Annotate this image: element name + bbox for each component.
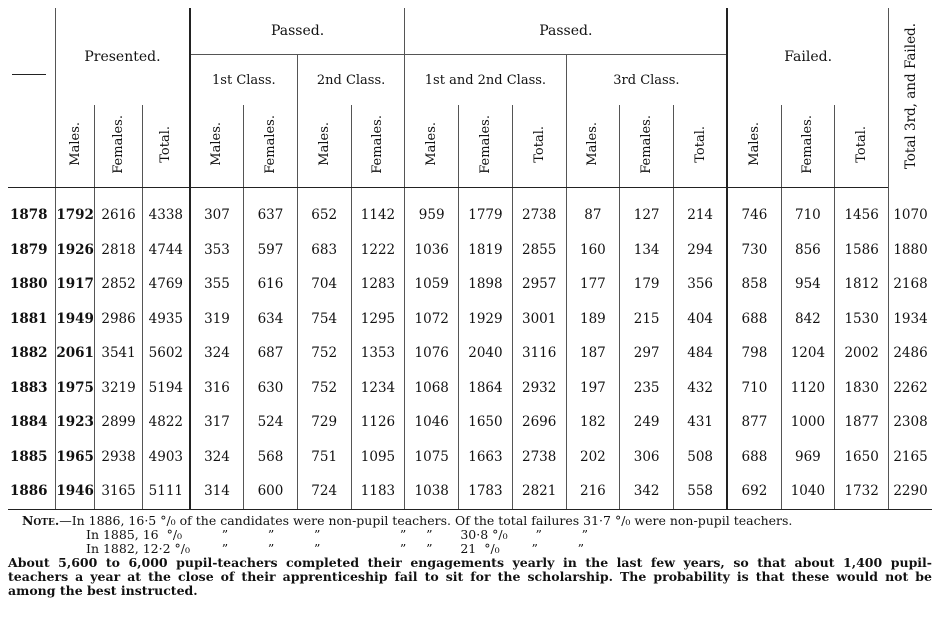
table-cell: 842 [781, 302, 835, 337]
col-failed-males: Males. [727, 105, 781, 188]
table-cell: 2486 [889, 336, 933, 371]
table-row [8, 474, 932, 509]
table-cell: 404 [674, 302, 728, 337]
table-cell: 324 [190, 440, 244, 475]
year-cell: 1882 [10, 345, 48, 362]
table-cell: 1877 [835, 405, 889, 440]
table-cell: 87 [566, 198, 620, 233]
table-cell: 317 [190, 405, 244, 440]
table-cell: 1864 [459, 371, 513, 406]
table-cell: 1070 [889, 198, 933, 233]
table-cell: 1059 [405, 267, 459, 302]
table-cell: 1000 [781, 405, 835, 440]
table-cell: 3541 [95, 336, 143, 371]
table-cell: 2899 [95, 405, 143, 440]
note-line-2: In 1885, 16 °/₀ ” ” ” ” ” 30·8 °/₀ ” ” [86, 527, 588, 542]
table-cell: 3001 [512, 302, 566, 337]
table-cell: 484 [674, 336, 728, 371]
table-cell: 1530 [835, 302, 889, 337]
table-cell: 177 [566, 267, 620, 302]
table-cell: 1040 [781, 474, 835, 509]
table-cell: 2290 [889, 474, 933, 509]
table-cell: 4338 [142, 198, 190, 233]
table-cell: 630 [244, 371, 298, 406]
table-cell: 4903 [142, 440, 190, 475]
col-fs-females: Females. [459, 105, 513, 188]
table-cell: 751 [297, 440, 351, 475]
table-cell: 954 [781, 267, 835, 302]
table-cell: 189 [566, 302, 620, 337]
table-cell: 637 [244, 198, 298, 233]
table-cell: 2738 [512, 440, 566, 475]
table-cell: 1183 [351, 474, 405, 509]
table-cell: 319 [190, 302, 244, 337]
table-cell: 1929 [459, 302, 513, 337]
second-class-header: 2nd Class. [297, 55, 405, 106]
table-cell: 724 [297, 474, 351, 509]
table-cell: 1946 [56, 474, 95, 509]
table-cell: 1812 [835, 267, 889, 302]
table-cell: 1076 [405, 336, 459, 371]
col-third-females: Females. [620, 105, 674, 188]
table-cell: 1295 [351, 302, 405, 337]
table-body [8, 188, 932, 199]
col-second-males: Males. [297, 105, 351, 188]
table-cell: 688 [727, 440, 781, 475]
year-cell: 1880 [10, 276, 48, 293]
table-cell: 1142 [351, 198, 405, 233]
passed-header-a: Passed. [190, 8, 405, 55]
col-failed-females: Females. [781, 105, 835, 188]
table-cell: 355 [190, 267, 244, 302]
table-cell: 3219 [95, 371, 143, 406]
table-cell: 297 [620, 336, 674, 371]
table-cell: 710 [727, 371, 781, 406]
table-cell: 1779 [459, 198, 513, 233]
table-cell: 356 [674, 267, 728, 302]
table-cell: 4822 [142, 405, 190, 440]
table-cell: 798 [727, 336, 781, 371]
year-cell: 1878 [10, 207, 48, 224]
table-cell: 877 [727, 405, 781, 440]
table-row [8, 371, 932, 406]
table-cell: 600 [244, 474, 298, 509]
first-class-header: 1st Class. [190, 55, 297, 106]
presented-header: Presented. [56, 8, 190, 105]
table-cell: 3165 [95, 474, 143, 509]
col-fs-males: Males. [405, 105, 459, 188]
table-cell: 2986 [95, 302, 143, 337]
statistics-table [8, 8, 932, 510]
table-cell: 752 [297, 336, 351, 371]
table-cell: 2855 [512, 233, 566, 268]
table-row [8, 267, 932, 302]
table-cell: 746 [727, 198, 781, 233]
table-cell: 2168 [889, 267, 933, 302]
table-cell: 127 [620, 198, 674, 233]
table-row [8, 233, 932, 268]
table-cell: 216 [566, 474, 620, 509]
table-cell: 2696 [512, 405, 566, 440]
table-cell: 856 [781, 233, 835, 268]
table-cell: 1586 [835, 233, 889, 268]
table-cell: 1783 [459, 474, 513, 509]
table-cell: 1934 [889, 302, 933, 337]
table-cell: 683 [297, 233, 351, 268]
table-cell: 2738 [512, 198, 566, 233]
data-rows [8, 198, 932, 509]
note-line-1: Note.—In 1886, 16·5 °/₀ of the candidates were non-pupil teachers. Of the total failures 31·7 °/₀ were non-pupil teachers. [22, 513, 793, 528]
table-cell: 353 [190, 233, 244, 268]
table-cell: 1120 [781, 371, 835, 406]
year-column-header [8, 105, 56, 188]
table-cell: 182 [566, 405, 620, 440]
col-presented-total: Total. [142, 105, 190, 188]
table-cell: 2308 [889, 405, 933, 440]
table-cell: 4935 [142, 302, 190, 337]
col-presented-males: Males. [56, 105, 95, 188]
table-cell: 597 [244, 233, 298, 268]
table-cell: 754 [297, 302, 351, 337]
table-cell: 1204 [781, 336, 835, 371]
total-header: Total 3rd, and Failed. [889, 8, 933, 188]
note-paragraph-1: About 5,600 to 6,000 pupil-teachers completed their engagements yearly in the last few years, so that about 1,400 pupil- [8, 555, 932, 570]
table-cell: 688 [727, 302, 781, 337]
col-second-females: Females. [351, 105, 405, 188]
table-cell: 2818 [95, 233, 143, 268]
table-cell: 969 [781, 440, 835, 475]
table-cell: 729 [297, 405, 351, 440]
table-cell: 1830 [835, 371, 889, 406]
table-cell: 1353 [351, 336, 405, 371]
table-cell: 202 [566, 440, 620, 475]
note-line-3: In 1882, 12·2 °/₀ ” ” ” ” ” 21 °/₀ ” ” [86, 541, 584, 556]
table-cell: 652 [297, 198, 351, 233]
table-cell: 5194 [142, 371, 190, 406]
table-cell: 1072 [405, 302, 459, 337]
footnote [8, 514, 932, 598]
table-cell: 294 [674, 233, 728, 268]
table-cell: 687 [244, 336, 298, 371]
table-cell: 235 [620, 371, 674, 406]
table-cell: 1650 [835, 440, 889, 475]
table-cell: 730 [727, 233, 781, 268]
table-cell: 3116 [512, 336, 566, 371]
table-cell: 1068 [405, 371, 459, 406]
table-cell: 634 [244, 302, 298, 337]
table-cell: 1965 [56, 440, 95, 475]
table-cell: 324 [190, 336, 244, 371]
col-presented-females: Females. [95, 105, 143, 188]
table-cell: 249 [620, 405, 674, 440]
table-cell: 2165 [889, 440, 933, 475]
first-second-class-header: 1st and 2nd Class. [405, 55, 566, 106]
table-cell: 1917 [56, 267, 95, 302]
table-cell: 1880 [889, 233, 933, 268]
table-cell: 1456 [835, 198, 889, 233]
table-cell: 1283 [351, 267, 405, 302]
table-cell: 616 [244, 267, 298, 302]
col-third-males: Males. [566, 105, 620, 188]
col-first-males: Males. [190, 105, 244, 188]
table-cell: 1792 [56, 198, 95, 233]
table-cell: 1222 [351, 233, 405, 268]
table-cell: 197 [566, 371, 620, 406]
table-cell: 4744 [142, 233, 190, 268]
table-row [8, 405, 932, 440]
table-cell: 1898 [459, 267, 513, 302]
table-cell: 2821 [512, 474, 566, 509]
table-cell: 314 [190, 474, 244, 509]
table-cell: 1923 [56, 405, 95, 440]
table-cell: 432 [674, 371, 728, 406]
table-cell: 214 [674, 198, 728, 233]
col-fs-total: Total. [512, 105, 566, 188]
table-cell: 306 [620, 440, 674, 475]
year-cell: 1885 [10, 448, 48, 465]
table-cell: 2957 [512, 267, 566, 302]
year-cell: 1883 [10, 379, 48, 396]
table-cell: 316 [190, 371, 244, 406]
table-cell: 710 [781, 198, 835, 233]
table-cell: 1234 [351, 371, 405, 406]
table-cell: 431 [674, 405, 728, 440]
table-cell: 1126 [351, 405, 405, 440]
table-cell: 1949 [56, 302, 95, 337]
passed-header-b: Passed. [405, 8, 727, 55]
third-class-header: 3rd Class. [566, 55, 727, 106]
table-cell: 5111 [142, 474, 190, 509]
table-cell: 959 [405, 198, 459, 233]
year-cell: 1879 [10, 241, 48, 258]
col-third-total: Total. [674, 105, 728, 188]
table-cell: 1732 [835, 474, 889, 509]
year-cell: 1884 [10, 414, 48, 431]
table-cell: 5602 [142, 336, 190, 371]
table-cell: 4769 [142, 267, 190, 302]
table-row [8, 302, 932, 337]
table-cell: 2262 [889, 371, 933, 406]
table-cell: 187 [566, 336, 620, 371]
table-cell: 1036 [405, 233, 459, 268]
failed-header: Failed. [727, 8, 888, 105]
table-cell: 2002 [835, 336, 889, 371]
year-cell: 1886 [8, 474, 56, 509]
table-cell: 692 [727, 474, 781, 509]
col-failed-total: Total. [835, 105, 889, 188]
table-cell: 2932 [512, 371, 566, 406]
table-cell: 215 [620, 302, 674, 337]
note-paragraph-3: among the best instructed. [8, 583, 198, 598]
table-cell: 307 [190, 198, 244, 233]
table-cell: 508 [674, 440, 728, 475]
table-cell: 704 [297, 267, 351, 302]
col-first-females: Females. [244, 105, 298, 188]
table-row [8, 440, 932, 475]
table-cell: 568 [244, 440, 298, 475]
table-cell: 2616 [95, 198, 143, 233]
table-row [8, 336, 932, 371]
table-cell: 1650 [459, 405, 513, 440]
table-cell: 858 [727, 267, 781, 302]
table-cell: 1926 [56, 233, 95, 268]
table-cell: 1095 [351, 440, 405, 475]
table-cell: 1975 [56, 371, 95, 406]
table-cell: 752 [297, 371, 351, 406]
table-cell: 2061 [56, 336, 95, 371]
table-cell: 2852 [95, 267, 143, 302]
table-cell: 558 [674, 474, 728, 509]
table-cell: 342 [620, 474, 674, 509]
table-cell: 524 [244, 405, 298, 440]
year-cell: 1881 [10, 310, 48, 327]
table-cell: 1038 [405, 474, 459, 509]
table-cell: 134 [620, 233, 674, 268]
table-cell: 179 [620, 267, 674, 302]
note-paragraph-2: teachers a year at the close of their apprenticeship fail to sit for the scholarship. The probability is that these would not be [8, 569, 932, 584]
year-header-rule [8, 8, 56, 105]
note-label: Note. [22, 513, 60, 528]
table-cell: 1663 [459, 440, 513, 475]
table-cell: 160 [566, 233, 620, 268]
table-cell: 2040 [459, 336, 513, 371]
table-cell: 1819 [459, 233, 513, 268]
table-cell: 2938 [95, 440, 143, 475]
table-row [8, 198, 932, 233]
table-cell: 1046 [405, 405, 459, 440]
table-cell: 1075 [405, 440, 459, 475]
